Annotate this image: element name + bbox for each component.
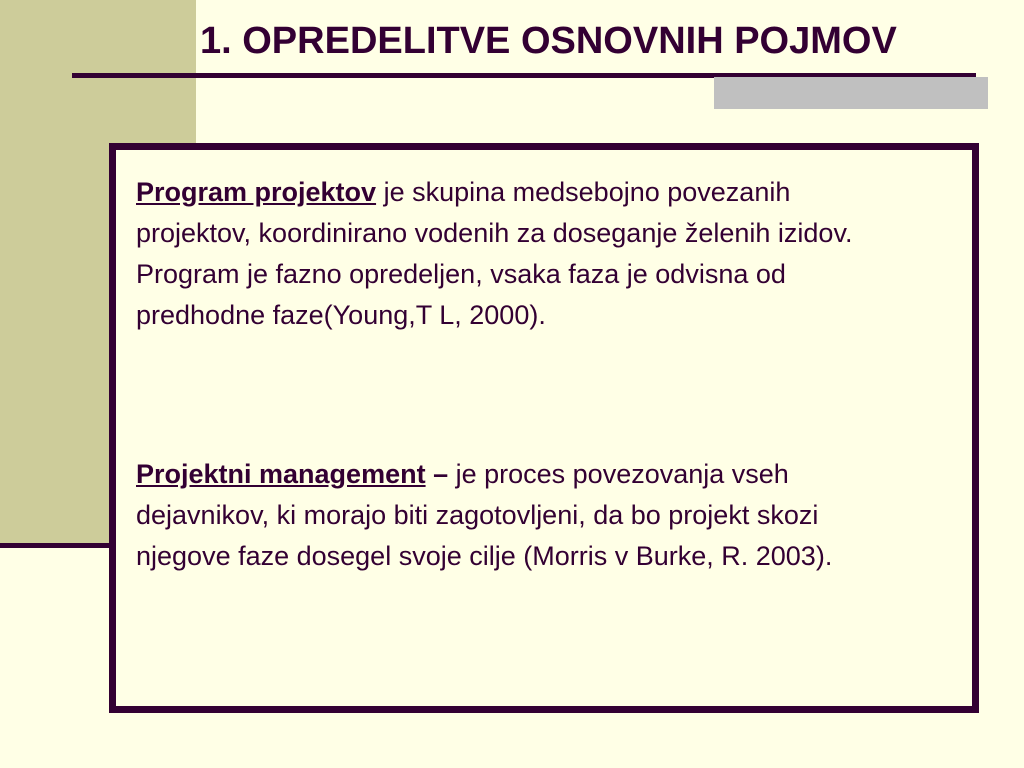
- term-program-projektov: Program projektov: [136, 177, 377, 207]
- definition-projektni-management: [136, 454, 876, 577]
- definition-text: je skupina medsebojno povezanih projektov, koordinirano vodenih za doseganje želenih izidov. Program je fazno opredeljen, vsaka faza je odvisna od predhodne faze(Young,T L, 2000).: [136, 177, 853, 330]
- definition-separator: –: [425, 459, 449, 489]
- term-projektni-management: Projektni management: [136, 459, 426, 489]
- slide-title: 1. OPREDELITVE OSNOVNIH POJMOV: [200, 20, 897, 62]
- definition-text: je proces povezovanja vseh dejavnikov, ki morajo biti zagotovljeni, da bo projekt skozi njegove faze dosegel svoje cilje (Morris v Burke, R. 2003).: [136, 459, 833, 571]
- title-decor-bar: [714, 77, 988, 109]
- definition-program-projektov: [136, 172, 876, 336]
- definitions-box: [109, 143, 979, 713]
- side-decor-line: [0, 543, 110, 548]
